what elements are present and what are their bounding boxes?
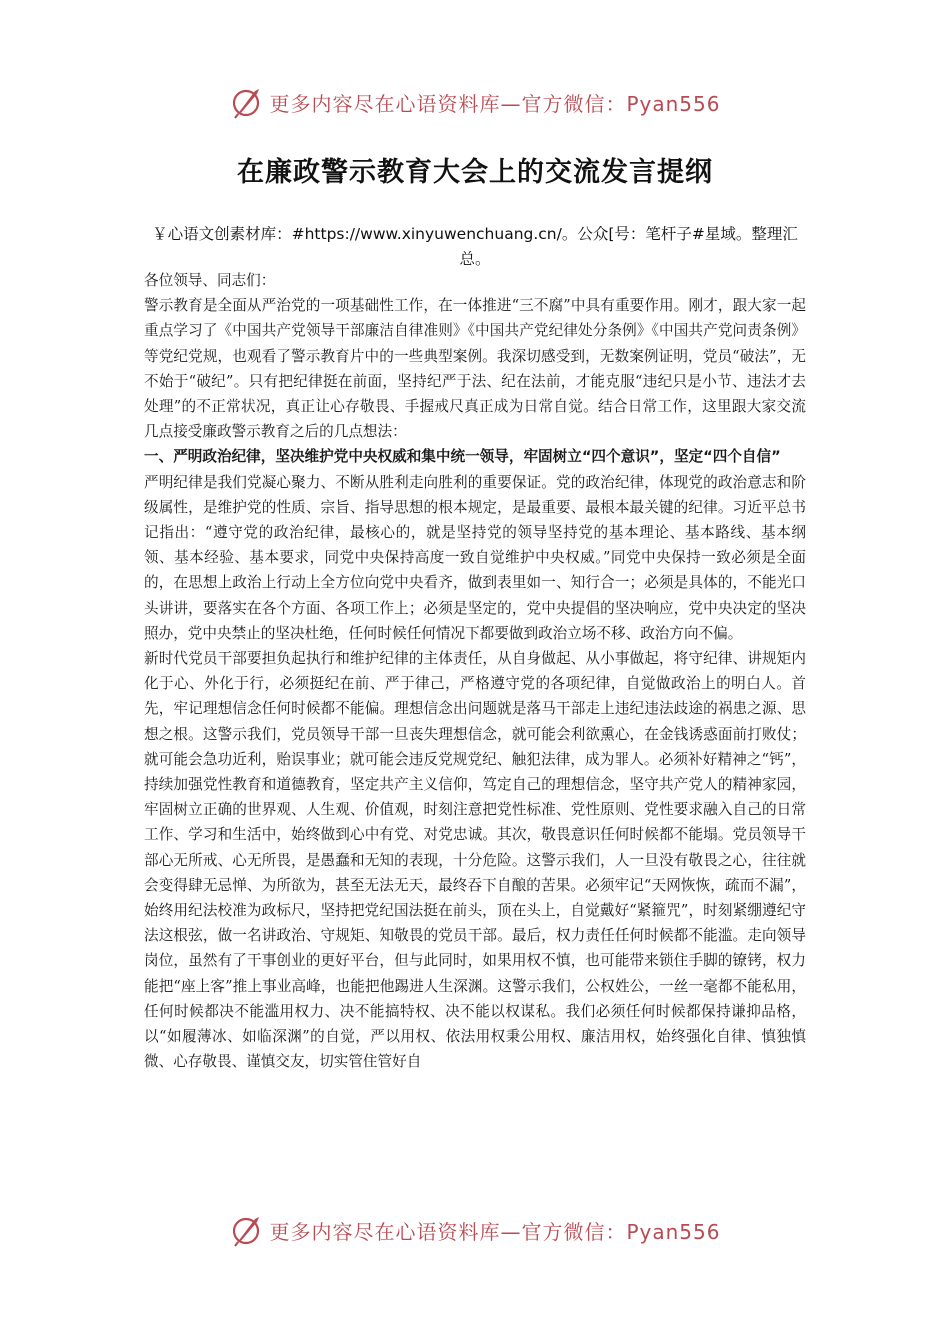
banner-text: 更多内容尽在心语资料库—官方微信：Pyan556 <box>269 1219 721 1244</box>
body-paragraph: 严明纪律是我们党凝心聚力、不断从胜利走向胜利的重要保证。党的政治纪律，体现党的政治意志和阶级属性，是维护党的性质、宗旨、指导思想的根本规定，是最重要、最根本最关键的纪律。习近平总书记指出：“遵守党的政治纪律，最核心的，就是坚持党的领导坚持党的基本理论、基本路线、基本纲领、基本经验、基本要求，同党中央保持高度一致自觉维护中央权威。”同党中央保持一致必须是全面的，在思想上政治上行动上全方位向党中央看齐，做到表里如一、知行合一；必须是具体的，不能光口头讲讲，要落实在各个方面、各项工作上；必须是坚定的，党中央提倡的坚决响应，党中央决定的坚决照办，党中央禁止的坚决杜绝，任何时候任何情况下都要做到政治立场不移、政治方向不偏。 <box>144 473 806 642</box>
intro-paragraph: 警示教育是全面从严治党的一项基础性工作，在一体推进“三不腐”中具有重要作用。刚才，跟大家一起重点学习了《中国共产党领导干部廉洁自律准则》《中国共产党纪律处分条例》《中国共产党问责条例》等党纪党规，也观看了警示教育片中的一些典型案例。我深切感受到，无数案例证明，党员“破法”，无不始于“破纪”。只有把纪律挺在前面，坚持纪严于法、纪在法前，才能克服“违纪只是小节、违法才去处理”的不正常状况，真正让心存敬畏、手握戒尺真正成为日常自觉。结合日常工作，这里跟大家交流几点接受廉政警示教育之后的几点想法： <box>144 297 806 441</box>
banner-text: 更多内容尽在心语资料库—官方微信：Pyan556 <box>269 91 721 116</box>
document-body <box>144 268 806 1075</box>
quill-pen-circle-icon <box>229 1213 263 1247</box>
header-banner <box>0 82 950 122</box>
quill-pen-circle-icon <box>229 85 263 119</box>
greeting: 各位领导、同志们： <box>144 272 276 289</box>
section-heading: 一、严明政治纪律，坚决维护党中央权威和集中统一领导，牢固树立“四个意识”，坚定“四个自信” <box>144 448 781 466</box>
body-paragraph: 新时代党员干部要担负起执行和维护纪律的主体责任，从自身做起、从小事做起，将守纪律、讲规矩内化于心、外化于行，必须挺纪在前、严于律己，严格遵守党的各项纪律，自觉做政治上的明白人。首先，牢记理想信念任何时候都不能偏。理想信念出问题就是落马干部走上违纪违法歧途的祸患之源、思想之根。这警示我们，党员领导干部一旦丧失理想信念，就可能会利欲熏心，在金钱诱惑面前打败仗；就可能会急功近利，贻误事业；就可能会违反党规党纪、触犯法律，成为罪人。必须补好精神之“钙”，持续加强党性教育和道德教育，坚定共产主义信仰，笃定自己的理想信念，坚守共产党人的精神家园，牢固树立正确的世界观、人生观、价值观，时刻注意把党性标准、党性原则、党性要求融入自己的日常工作、学习和生活中，始终做到心中有党、对党忠诚。其次，敬畏意识任何时候都不能塌。党员领导干部心无所戒、心无所畏，是愚蠢和无知的表现，十分危险。这警示我们，人一旦没有敬畏之心，往往就会变得肆无忌惮、为所欲为，甚至无法无天，最终吞下自酿的苦果。必须牢记“天网恢恢，疏而不漏”，始终用纪法校准为政标尺，坚持把党纪国法挺在前头，顶在头上，自觉戴好“紧箍咒”，时刻紧绷遵纪守法这根弦，做一名讲政治、守规矩、知敬畏的党员干部。最后，权力责任任何时候都不能滥。走向领导岗位，虽然有了干事创业的更好平台，但与此同时，如果用权不慎，也可能带来锁住手脚的镣铐，权力能把“座上客”推上事业高峰，也能把他踢进人生深渊。这警示我们，公权姓公，一丝一毫都不能私用，任何时候都决不能滥用权力、决不能搞特权、决不能以权谋私。我们必须任何时候都保持谦抑品格，以“如履薄冰、如临深渊”的自觉，严以用权、依法用权秉公用权、廉洁用权，始终强化自律、慎独慎微、心存敬畏、谨慎交友，切实管住管好自 <box>144 650 806 1071</box>
document-title: 在廉政警示教育大会上的交流发言提纲 <box>237 157 713 188</box>
source-line: ￥心语文创素材库：#https://www.xinyuwenchuang.cn/。公众[号：笔杆子#星域。整理汇总。 <box>152 225 798 268</box>
footer-banner <box>0 1210 950 1250</box>
